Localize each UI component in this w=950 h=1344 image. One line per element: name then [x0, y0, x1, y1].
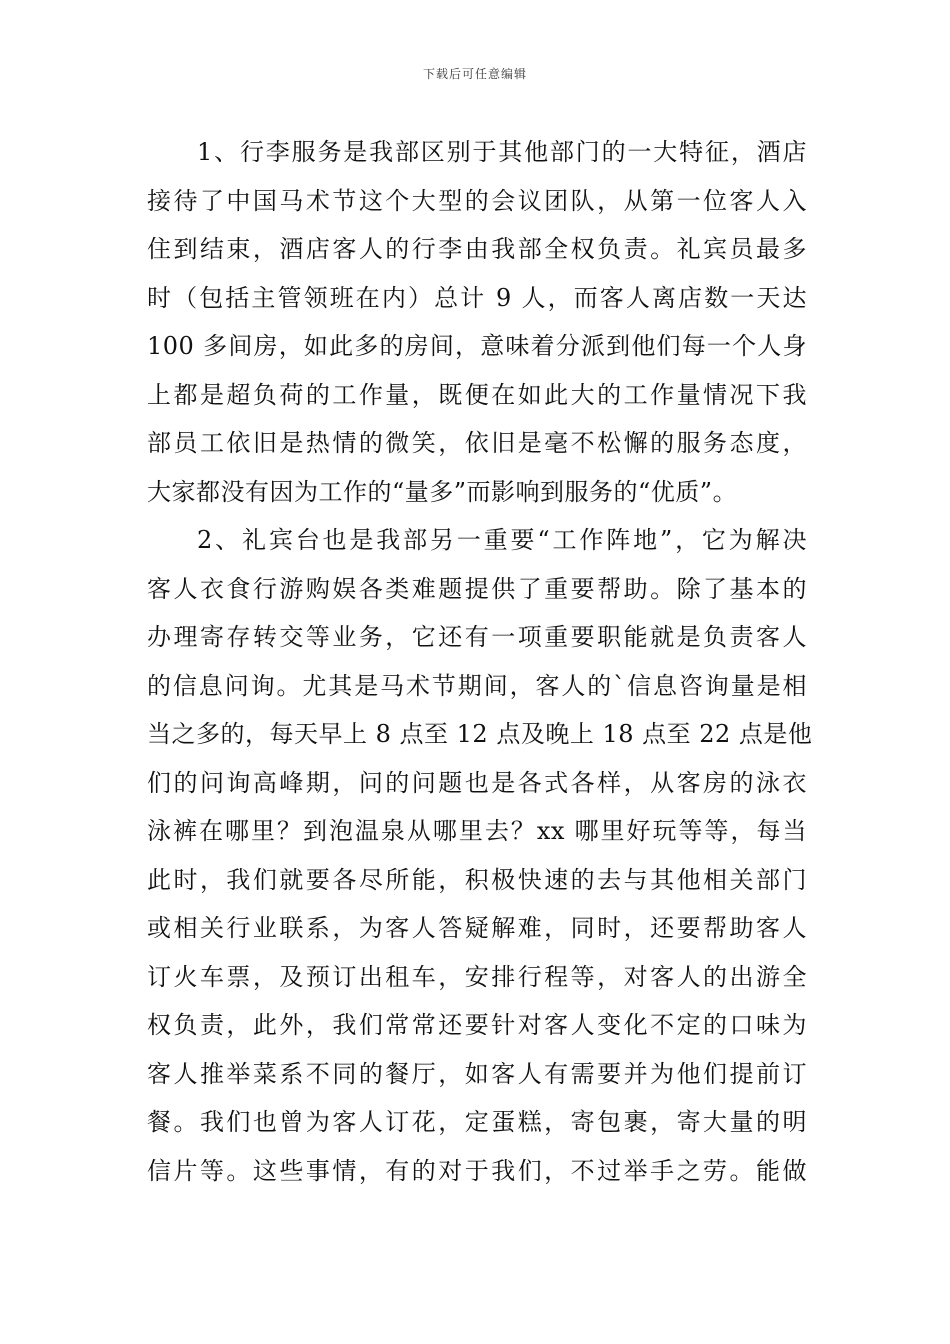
paragraph-1-line-5: 100 多间房，如此多的房间，意味着分派到他们每一个人身 [147, 332, 807, 360]
paragraph-1-line-6: 上都是超负荷的工作量，既便在如此大的工作量情况下我 [147, 380, 807, 409]
paragraph-2-line-10: 订火车票，及预订出租车，安排行程等，对客人的出游全 [147, 962, 807, 991]
paragraph-2-line-2: 客人衣食行游购娱各类难题提供了重要帮助。除了基本的 [147, 574, 807, 603]
page-header: 下载后可任意编辑 [422, 67, 527, 81]
paragraph-2-line-6: 们的问询高峰期，问的问题也是各式各样，从客房的泳衣 [147, 768, 807, 797]
paragraph-2-line-14: 信片等。这些事情，有的对于我们，不过举手之劳。能做 [147, 1156, 807, 1185]
paragraph-1-line-4: 时（包括主管领班在内）总计 9 人，而客人离店数一天达 [147, 283, 807, 312]
paragraph-1-line-3: 住到结束，酒店客人的行李由我部全权负责。礼宾员最多 [147, 235, 807, 263]
paragraph-2-line-3: 办理寄存转交等业务，它还有一项重要职能就是负责客人 [147, 623, 807, 651]
paragraph-2-line-1: 2、礼宾台也是我部另一重要“工作阵地”，它为解决 [197, 526, 807, 554]
paragraph-1-line-2: 接待了中国马术节这个大型的会议团队，从第一位客人入 [147, 186, 807, 215]
paragraph-2-line-8: 此时，我们就要各尽所能，积极快速的去与其他相关部门 [147, 865, 807, 894]
paragraph-2-line-4: 的信息问询。尤其是马术节期间，客人的`信息咨询量是相 [147, 671, 807, 700]
paragraph-1-line-7: 部员工依旧是热情的微笑，依旧是毫不松懈的服务态度， [147, 429, 807, 457]
paragraph-2-line-12: 客人推举菜系不同的餐厅，如客人有需要并为他们提前订 [147, 1059, 807, 1088]
paragraph-2-line-7: 泳裤在哪里？到泡温泉从哪里去？xx 哪里好玩等等，每当 [147, 817, 807, 845]
paragraph-2-line-5: 当之多的，每天早上 8 点至 12 点及晚上 18 点至 22 点是他 [147, 720, 813, 748]
document-body [147, 128, 813, 1195]
paragraph-2-line-9: 或相关行业联系，为客人答疑解难，同时，还要帮助客人 [147, 914, 807, 942]
paragraph-1-line-1: 1、行李服务是我部区别于其他部门的一大特征，酒店 [197, 138, 807, 166]
paragraph-1-line-8: 大家都没有因为工作的“量多”而影响到服务的“优质”。 [147, 477, 738, 506]
paragraph-2-line-13: 餐。我们也曾为客人订花，定蛋糕，寄包裹，寄大量的明 [147, 1108, 807, 1136]
paragraph-2-line-11: 权负责，此外，我们常常还要针对客人变化不定的口味为 [147, 1011, 807, 1039]
